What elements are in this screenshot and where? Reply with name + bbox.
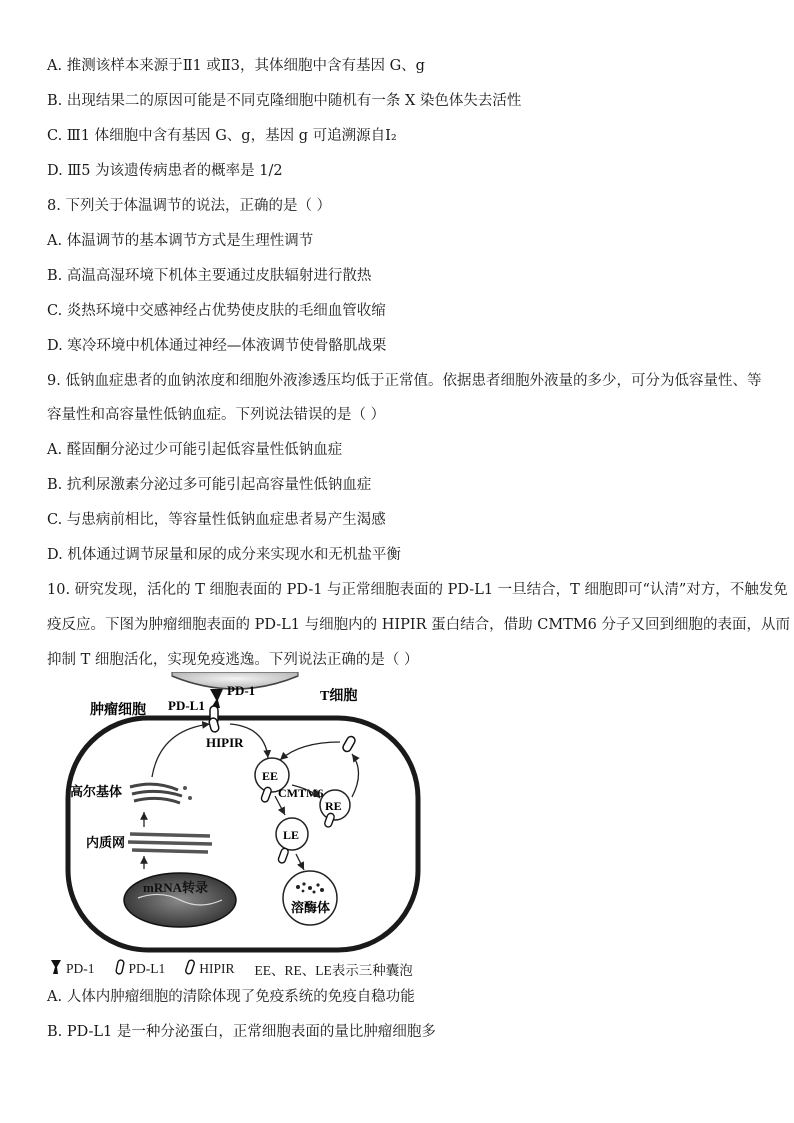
tumor-cell-membrane [68,718,418,950]
q10-stem-line2: 疫反应。下图为肿瘤细胞表面的 PD-L1 与细胞内的 HIPIR 蛋白结合，借助 CMTM6 分子又回到细胞的表面，从而 [47,617,791,633]
lysosome [283,871,337,925]
q9-option-c: C. 与患病前相比，等容量性低钠血症患者易产生渴感 [47,512,386,528]
q9-option-d: D. 机体通过调节尿量和尿的成分来实现水和无机盐平衡 [47,547,401,563]
q10-stem-line3: 抑制 T 细胞活化，实现免疫逃逸。下列说法正确的是（ ） [47,652,419,668]
pdl1-label: PD-L1 [168,698,205,713]
legend-pd1-label: PD-1 [66,961,95,976]
er-label: 内质网 [86,835,126,850]
t-cell-label: T细胞 [320,689,358,704]
tumor-cell-label: 肿瘤细胞 [90,703,146,718]
golgi-apparatus [130,784,182,803]
q9-option-b: B. 抗利尿激素分泌过多可能引起高容量性低钠血症 [47,477,372,493]
figure-svg [60,672,440,962]
legend-pdl1-label: PD-L1 [128,961,166,976]
q7-option-b: B. 出现结果二的原因可能是不同克隆细胞中随机有一条 X 染色体失去活性 [47,93,522,109]
cmtm6-label: CMTM6 [278,786,324,800]
pd1-legend-icon [50,959,62,979]
q10-option-a: A. 人体内肿瘤细胞的清除体现了免疫系统的免疫自稳功能 [47,989,415,1005]
figure-legend [50,958,413,980]
ee-label: EE [262,769,279,783]
q9-stem-line2: 容量性和高容量性低钠血症。下列说法错误的是（ ） [47,407,386,423]
legend-vesicle-note: EE、RE、LE表示三种囊泡 [254,963,413,978]
q7-option-a: A. 推测该样本来源于Ⅱ1 或Ⅱ3，其体细胞中含有基因 G、g [47,58,425,74]
q8-stem: 8. 下列关于体温调节的说法，正确的是（ ） [47,198,332,214]
le-label: LE [283,828,300,842]
q8-option-c: C. 炎热环境中交感神经占优势使皮肤的毛细血管收缩 [47,303,386,319]
re-label: RE [325,799,342,813]
endoplasmic-reticulum [128,834,212,852]
pd1-label: PD-1 [227,683,256,698]
q8-option-a: A. 体温调节的基本调节方式是生理性调节 [47,233,314,249]
lysosome-label: 溶酶体 [291,900,331,915]
tumor-cell-figure [60,672,440,962]
q7-option-c: C. Ⅲ1 体细胞中含有基因 G、g，基因 g 可追溯源自Ⅰ₂ [47,128,397,144]
q9-option-a: A. 醛固酮分泌过少可能引起低容量性低钠血症 [47,442,343,458]
pdl1-legend-icon [115,959,125,979]
hipir-legend-icon [185,959,195,979]
legend-hipir-label: HIPIR [199,961,235,976]
q8-option-d: D. 寒冷环境中机体通过神经—体液调节使骨骼肌战栗 [47,338,387,354]
q10-option-b: B. PD-L1 是一种分泌蛋白，正常细胞表面的量比肿瘤细胞多 [47,1024,436,1040]
q9-stem-line1: 9. 低钠血症患者的血钠浓度和细胞外液渗透压均低于正常值。依据患者细胞外液量的多少，可分为低容量性、等 [47,373,762,389]
q8-option-b: B. 高温高湿环境下机体主要通过皮肤辐射进行散热 [47,268,372,284]
hipir-label: HIPIR [206,735,244,750]
mrna-transcription-label: mRNA转录 [143,880,208,895]
golgi-label: 高尔基体 [70,784,123,799]
pd1-receptor [210,689,223,708]
q10-stem-line1: 10. 研究发现，活化的 T 细胞表面的 PD-1 与正常细胞表面的 PD-L1 一旦结合，T 细胞即可“认清”对方，不触发免 [47,582,788,598]
q7-option-d: D. Ⅲ5 为该遗传病患者的概率是 1/2 [47,163,283,179]
